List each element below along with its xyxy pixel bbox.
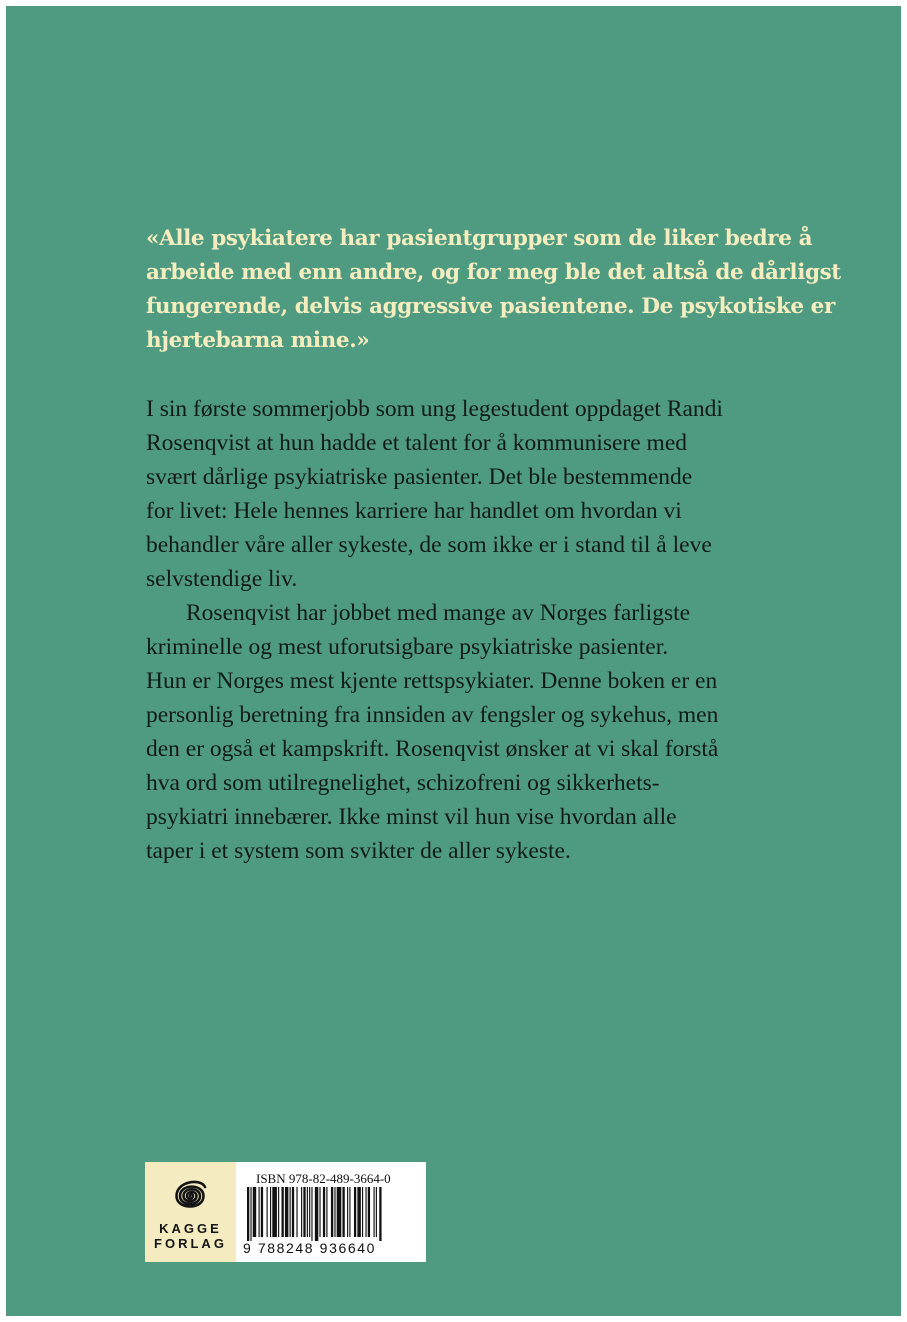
publisher-name-line1: KAGGE bbox=[159, 1221, 222, 1236]
blurb-line: Rosenqvist at hun hadde et talent for å kommunisere med bbox=[146, 430, 688, 456]
barcode-bar bbox=[365, 1187, 366, 1237]
barcode-bar bbox=[315, 1187, 318, 1241]
quote-line: «Alle psykiatere har pasientgrupper som de liker bedre å bbox=[146, 226, 813, 251]
barcode-bar bbox=[307, 1187, 308, 1237]
barcode-bar bbox=[296, 1187, 297, 1237]
barcode-bar bbox=[349, 1187, 350, 1237]
barcode-bar bbox=[278, 1187, 279, 1237]
barcode-bar bbox=[376, 1187, 377, 1237]
quote-line: fungerende, delvis aggressive pasientene. De psykotiske er bbox=[146, 294, 835, 319]
barcode-bar bbox=[337, 1187, 342, 1237]
barcode-bar bbox=[342, 1187, 344, 1237]
barcode-bar bbox=[311, 1187, 312, 1241]
blurb-line: psykiatri innebærer. Ikke minst vil hun vise hvordan alle bbox=[146, 804, 677, 830]
barcode-bar bbox=[261, 1187, 263, 1237]
barcode-bar bbox=[334, 1187, 335, 1237]
barcode-bar bbox=[347, 1187, 348, 1237]
barcode-bar bbox=[285, 1187, 288, 1237]
barcode-bar bbox=[362, 1187, 363, 1237]
ean-digits: 9 788248 936640 bbox=[243, 1240, 376, 1256]
barcode-panel bbox=[145, 1162, 426, 1262]
barcode-bar bbox=[326, 1187, 327, 1237]
blurb-line: taper i et system som svikter de aller sykeste. bbox=[146, 838, 571, 864]
blurb-line: den er også et kampskrift. Rosenqvist ønsker at vi skal forstå bbox=[146, 736, 719, 762]
barcode-bar bbox=[272, 1187, 277, 1237]
barcode-bar bbox=[292, 1187, 294, 1237]
blurb-line: selvstendige liv. bbox=[146, 566, 298, 592]
blurb-line: Rosenqvist har jobbet med mange av Norges farligste bbox=[186, 600, 691, 626]
blurb-line: I sin første sommerjobb som ung legestudent oppdaget Randi bbox=[146, 396, 723, 422]
blurb-line: personlig beretning fra innsiden av fengsler og sykehus, men bbox=[146, 702, 719, 728]
barcode bbox=[247, 1187, 417, 1241]
barcode-bar bbox=[301, 1187, 302, 1237]
blurb-line: behandler våre aller sykeste, de som ikke er i stand til å leve bbox=[146, 532, 712, 558]
publisher-logo bbox=[145, 1162, 236, 1262]
blurb-line: kriminelle og mest uforutsigbare psykiatriske pasienter. bbox=[146, 634, 669, 660]
barcode-bar bbox=[253, 1187, 256, 1237]
barcode-bar bbox=[357, 1187, 360, 1237]
barcode-bar bbox=[303, 1187, 305, 1237]
barcode-bar bbox=[290, 1187, 291, 1237]
barcode-bar bbox=[309, 1187, 310, 1237]
barcode-bar bbox=[259, 1187, 260, 1237]
barcode-bar bbox=[282, 1187, 284, 1237]
spiral-logo-icon bbox=[170, 1175, 210, 1217]
barcode-bar bbox=[354, 1187, 356, 1237]
book-back-cover bbox=[6, 6, 901, 1316]
blurb-line: for livet: Hele hennes karriere har handlet om hvordan vi bbox=[146, 498, 682, 524]
isbn-label: ISBN 978-82-489-3664-0 bbox=[256, 1171, 391, 1186]
quote-line: hjertebarna mine.» bbox=[146, 328, 370, 353]
publisher-name-line2: FORLAG bbox=[154, 1236, 227, 1251]
barcode-bar bbox=[267, 1187, 268, 1237]
barcode-bar bbox=[323, 1187, 325, 1237]
barcode-bar bbox=[270, 1187, 271, 1237]
barcode-bar bbox=[331, 1187, 333, 1237]
barcode-bar bbox=[319, 1187, 320, 1237]
pull-quote bbox=[146, 222, 846, 358]
quote-line: arbeide med enn andre, og for meg ble det altså de dårligst bbox=[146, 260, 841, 285]
blurb-line: hva ord som utilregnelighet, schizofreni og sikkerhets- bbox=[146, 770, 660, 796]
blurb-line: Hun er Norges mest kjente rettspsykiater. Denne boken er en bbox=[146, 668, 718, 694]
barcode-bar bbox=[374, 1187, 375, 1237]
barcode-bar bbox=[368, 1187, 370, 1237]
blurb-line: svært dårlige psykiatriske pasienter. Det ble bestemmende bbox=[146, 464, 693, 490]
barcode-bar bbox=[250, 1187, 251, 1241]
blurb-text bbox=[146, 392, 866, 868]
barcode-bar bbox=[379, 1187, 381, 1241]
barcode-bar bbox=[247, 1187, 249, 1241]
